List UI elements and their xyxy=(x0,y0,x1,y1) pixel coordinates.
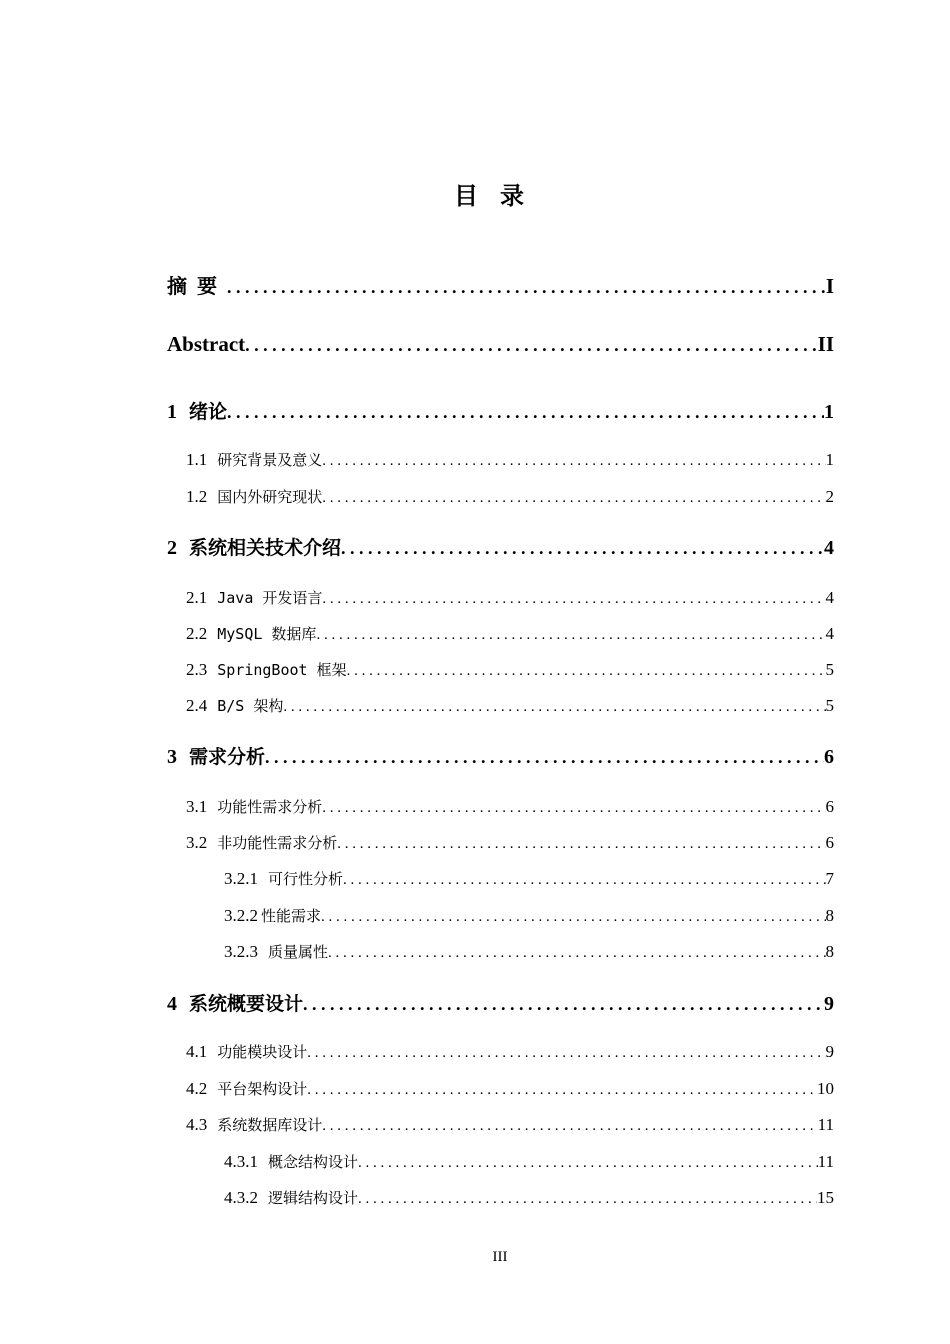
section-title: SpringBoot 框架 xyxy=(217,661,347,679)
section-title: 国内外研究现状 xyxy=(217,488,323,506)
section-number: 2.1 xyxy=(186,588,208,607)
section-number: 4.2 xyxy=(186,1079,208,1098)
dot-leader xyxy=(265,747,824,768)
toc-subsection-3-2-3[interactable] xyxy=(224,941,834,967)
toc-subsection-3-2-2[interactable] xyxy=(224,905,834,931)
toc-chapter-3[interactable] xyxy=(167,742,834,772)
section-number: 2.4 xyxy=(186,696,208,715)
toc-entry-page: 1 xyxy=(824,401,834,423)
toc-entry-page: 9 xyxy=(825,1042,834,1061)
section-title: B/S 架构 xyxy=(217,697,284,715)
dot-leader xyxy=(321,909,825,926)
dot-leader xyxy=(303,994,824,1015)
dot-leader xyxy=(307,1045,825,1062)
toc-entry-page: II xyxy=(817,332,834,356)
dot-leader xyxy=(322,1118,817,1135)
toc-entry-page: 11 xyxy=(817,1152,834,1171)
chapter-title: 系统概要设计 xyxy=(189,993,304,1015)
subsection-title: 概念结构设计 xyxy=(268,1153,359,1171)
toc-section-2-1[interactable] xyxy=(186,587,834,613)
dot-leader xyxy=(322,800,825,817)
section-title: Java 开发语言 xyxy=(217,589,323,607)
dot-leader xyxy=(358,1191,817,1208)
toc-entry-page: 5 xyxy=(825,660,834,679)
subsection-number: 3.2.3 xyxy=(224,942,258,961)
toc-chapter-1[interactable] xyxy=(167,397,834,427)
toc-entry-page: 8 xyxy=(825,906,834,925)
toc-entry-label: Abstract xyxy=(167,332,246,356)
toc-entry-page: 4 xyxy=(824,537,834,559)
subsection-number: 3.2.2 xyxy=(224,906,258,925)
toc-entry-page: 4 xyxy=(825,624,834,643)
subsection-number: 3.2.1 xyxy=(224,869,258,888)
section-number: 4.3 xyxy=(186,1115,208,1134)
subsection-title: 质量属性 xyxy=(268,943,329,961)
page-number: III xyxy=(492,1249,508,1265)
toc-entry-abstract-cn[interactable] xyxy=(167,270,834,300)
dot-leader xyxy=(328,945,825,962)
section-title: 功能模块设计 xyxy=(217,1043,308,1061)
toc-entry-page: 10 xyxy=(817,1079,834,1098)
section-number: 4.1 xyxy=(186,1042,208,1061)
chapter-title: 需求分析 xyxy=(189,746,266,768)
toc-section-2-4[interactable] xyxy=(186,695,834,721)
subsection-title: 可行性分析 xyxy=(268,870,344,888)
dot-leader xyxy=(358,1155,818,1172)
dot-leader xyxy=(245,335,817,356)
chapter-number: 1 xyxy=(167,401,177,423)
chapter-number: 4 xyxy=(167,993,177,1015)
chapter-number: 3 xyxy=(167,746,177,768)
section-number: 1.2 xyxy=(186,487,208,506)
section-number: 2.2 xyxy=(186,624,208,643)
section-number: 1.1 xyxy=(186,450,208,469)
toc-entry-page: 15 xyxy=(817,1188,834,1207)
toc-chapter-4[interactable] xyxy=(167,989,834,1019)
toc-title: 目录 xyxy=(454,182,546,210)
dot-leader xyxy=(227,402,824,423)
dot-leader xyxy=(307,1082,817,1099)
subsection-title: 逻辑结构设计 xyxy=(268,1189,359,1207)
subsection-number: 4.3.2 xyxy=(224,1188,258,1207)
toc-chapter-2[interactable] xyxy=(167,533,834,563)
section-title: 平台架构设计 xyxy=(217,1080,308,1098)
dot-leader xyxy=(316,627,825,644)
toc-entry-page: 9 xyxy=(824,993,834,1015)
dot-leader xyxy=(322,591,825,608)
toc-section-4-2[interactable] xyxy=(186,1078,834,1104)
toc-subsection-4-3-1[interactable] xyxy=(224,1151,834,1177)
toc-section-2-3[interactable] xyxy=(186,659,834,685)
section-title: 研究背景及意义 xyxy=(217,451,323,469)
section-title: 功能性需求分析 xyxy=(217,798,323,816)
toc-entry-page: 6 xyxy=(824,746,834,768)
toc-entry-page: 11 xyxy=(817,1115,834,1134)
toc-section-1-2[interactable] xyxy=(186,486,834,512)
toc-entry-page: 4 xyxy=(825,588,834,607)
toc-section-2-2[interactable] xyxy=(186,623,834,649)
toc-entry-page: 6 xyxy=(825,797,834,816)
dot-leader xyxy=(322,453,825,470)
dot-leader xyxy=(227,277,826,298)
toc-entry-page: I xyxy=(825,274,834,298)
toc-section-4-3[interactable] xyxy=(186,1114,834,1140)
toc-entry-label: 摘要 xyxy=(167,274,227,298)
section-title: 非功能性需求分析 xyxy=(217,834,338,852)
toc-entry-page: 7 xyxy=(825,869,834,888)
section-number: 3.2 xyxy=(186,833,208,852)
dot-leader xyxy=(337,836,825,853)
toc-section-1-1[interactable] xyxy=(186,449,834,475)
dot-leader xyxy=(347,663,826,680)
subsection-title: 性能需求 xyxy=(261,907,322,925)
toc-entry-page: 2 xyxy=(825,487,834,506)
toc-section-3-2[interactable] xyxy=(186,832,834,858)
toc-entry-page: 8 xyxy=(825,942,834,961)
dot-leader xyxy=(341,538,824,559)
section-number: 2.3 xyxy=(186,660,208,679)
toc-entry-page: 6 xyxy=(825,833,834,852)
toc-entry-page: 5 xyxy=(825,696,834,715)
subsection-number: 4.3.1 xyxy=(224,1152,258,1171)
toc-entry-page: 1 xyxy=(825,450,834,469)
dot-leader xyxy=(322,490,825,507)
dot-leader xyxy=(343,872,825,889)
section-title: 系统数据库设计 xyxy=(217,1116,323,1134)
toc-subsection-4-3-2[interactable] xyxy=(224,1187,834,1213)
section-title: MySQL 数据库 xyxy=(217,625,317,643)
chapter-title: 绪论 xyxy=(189,401,228,423)
toc-section-3-1[interactable] xyxy=(186,796,834,822)
toc-entry-abstract-en[interactable] xyxy=(167,332,834,362)
chapter-title: 系统相关技术介绍 xyxy=(189,537,342,559)
chapter-number: 2 xyxy=(167,537,177,559)
toc-subsection-3-2-1[interactable] xyxy=(224,868,834,894)
dot-leader xyxy=(283,699,825,716)
toc-section-4-1[interactable] xyxy=(186,1041,834,1067)
section-number: 3.1 xyxy=(186,797,208,816)
